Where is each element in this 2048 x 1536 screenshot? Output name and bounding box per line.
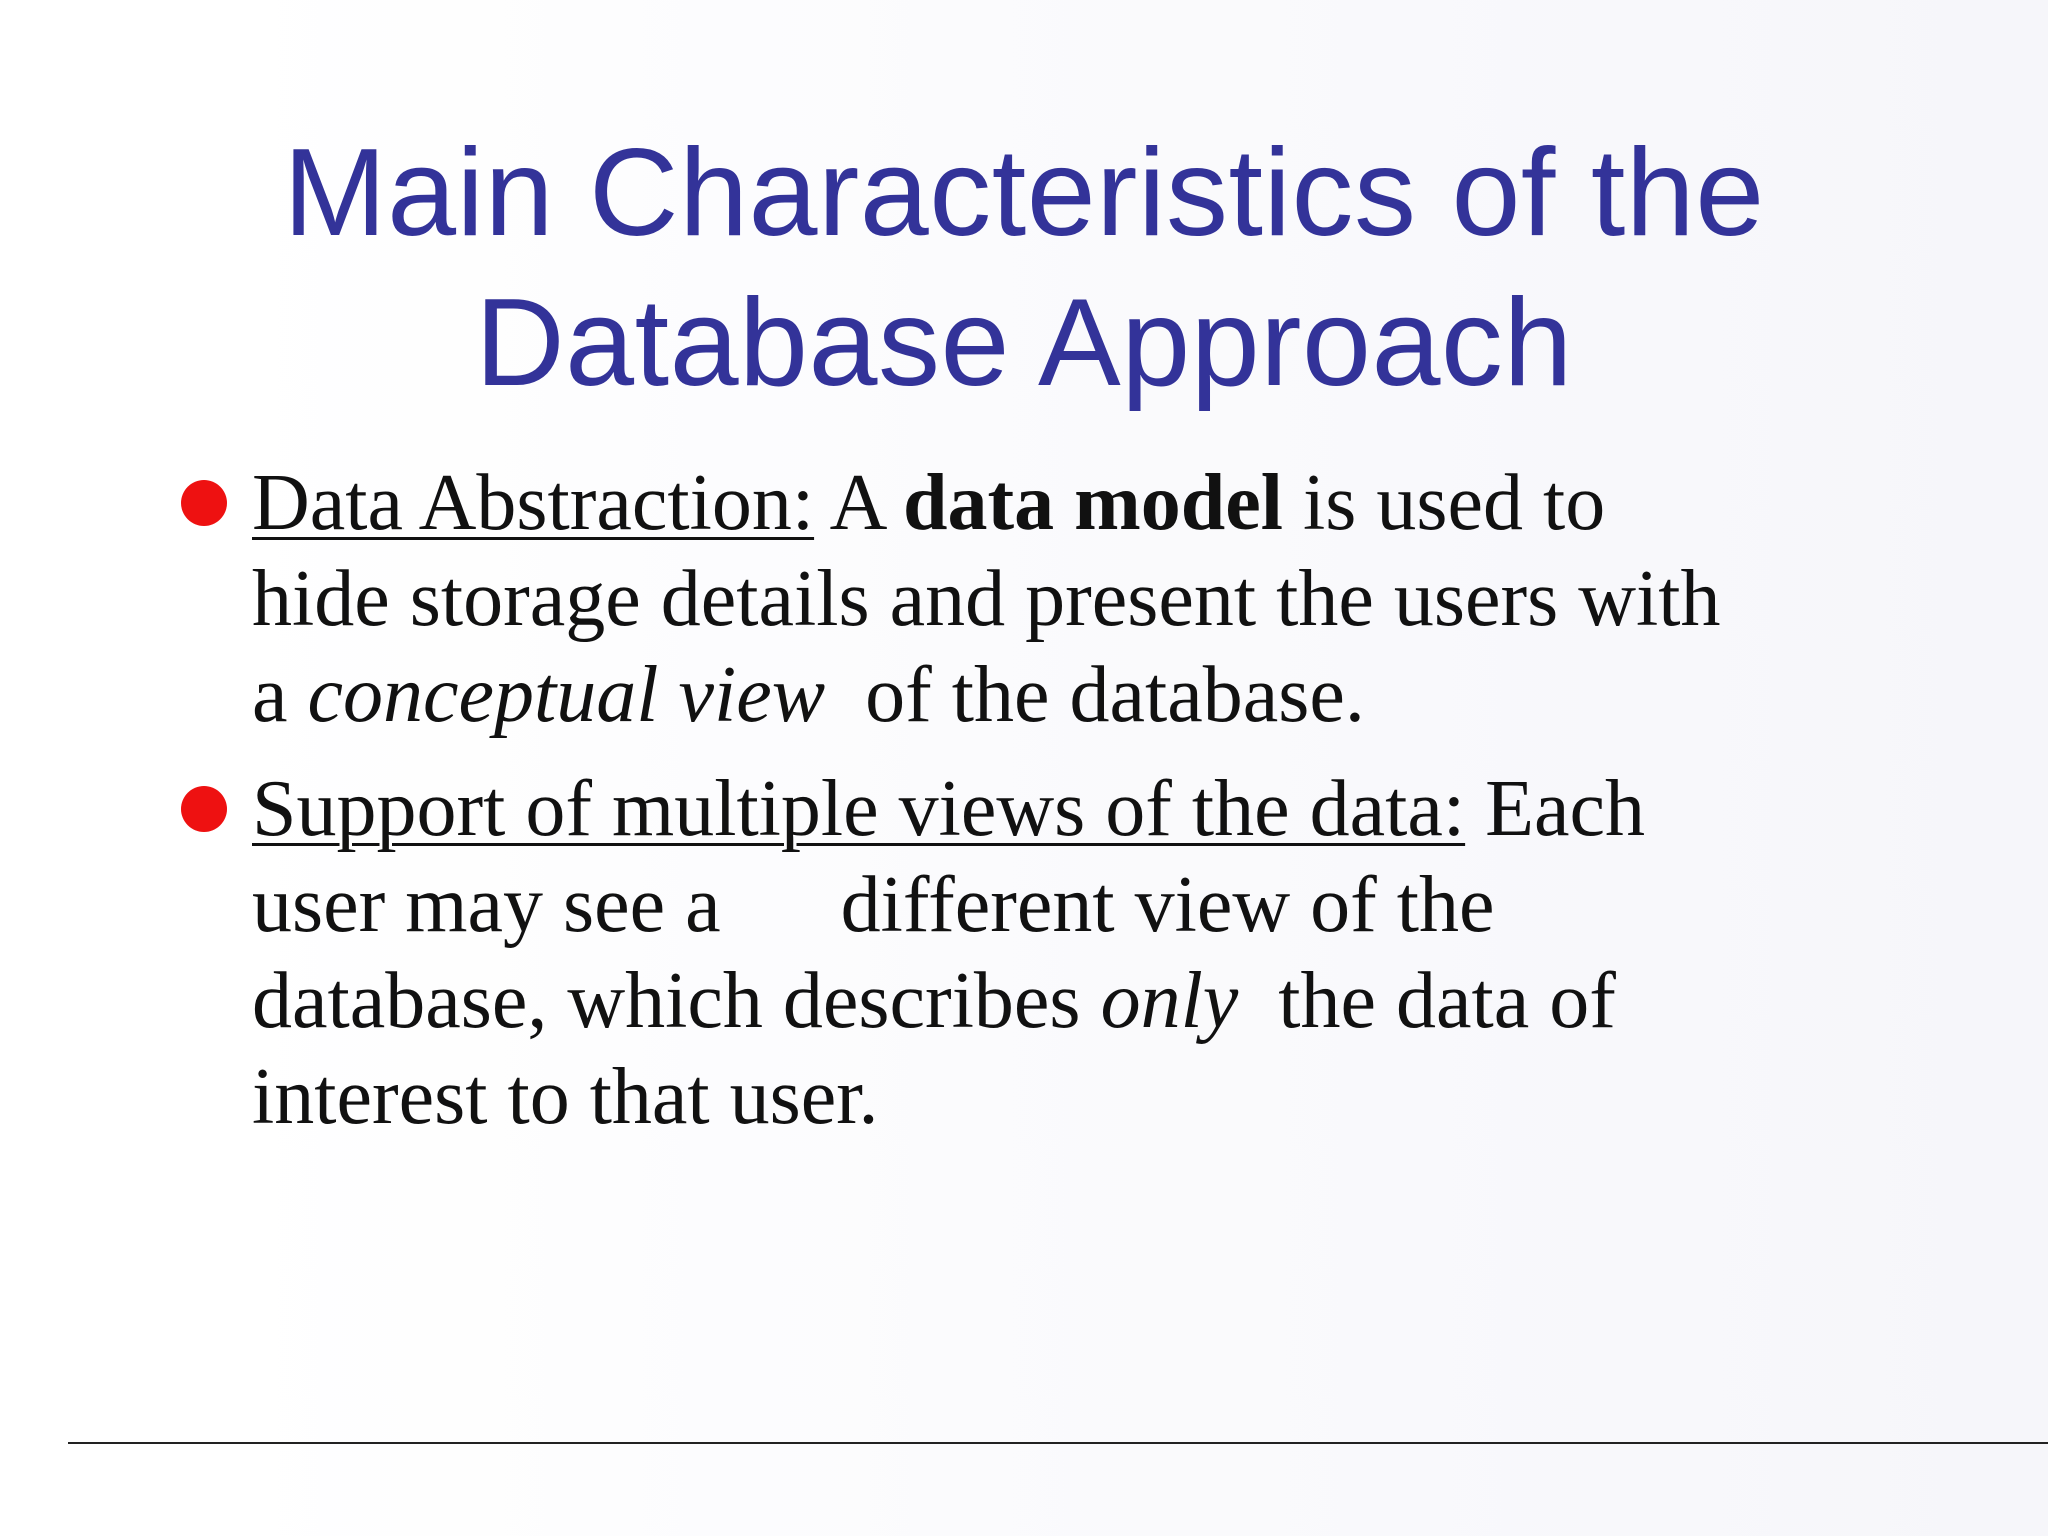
bullet-text: is used to <box>1283 459 1606 547</box>
bullet-line <box>252 761 1756 857</box>
bullet-text: of the database. <box>825 651 1365 739</box>
bullet-line <box>252 953 1756 1049</box>
bullet-text: database, which describes <box>252 957 1101 1045</box>
bullet-line: user may see a different view of the <box>252 861 1495 949</box>
footer-divider <box>68 1442 2048 1444</box>
bullet-heading: Data Abstraction: <box>252 459 815 547</box>
bullet-dot-icon <box>181 480 227 526</box>
slide-body <box>176 455 1756 1163</box>
bold-term: data model <box>903 459 1284 547</box>
italic-term: conceptual view <box>307 651 826 739</box>
italic-term: only <box>1100 957 1239 1045</box>
bullet-heading: Support of multiple views of the data: <box>252 765 1466 853</box>
title-line-1: Main Characteristics of the <box>283 124 1765 262</box>
bullet-text: a <box>252 651 308 739</box>
bullet-text: A <box>814 459 904 547</box>
bullet-line: interest to that user. <box>252 1053 879 1141</box>
bullet-line <box>252 647 1756 743</box>
bullet-line: hide storage details and present the users with <box>252 555 1721 643</box>
bullet-text: Each <box>1465 765 1646 853</box>
slide-title <box>0 118 2048 418</box>
bullet-multiple-views <box>176 761 1756 1145</box>
bullet-data-abstraction <box>176 455 1756 743</box>
bullet-dot-icon <box>181 786 227 832</box>
title-line-2: Database Approach <box>475 274 1573 412</box>
bullet-text: the data of <box>1238 957 1616 1045</box>
bullet-line <box>252 455 1756 551</box>
